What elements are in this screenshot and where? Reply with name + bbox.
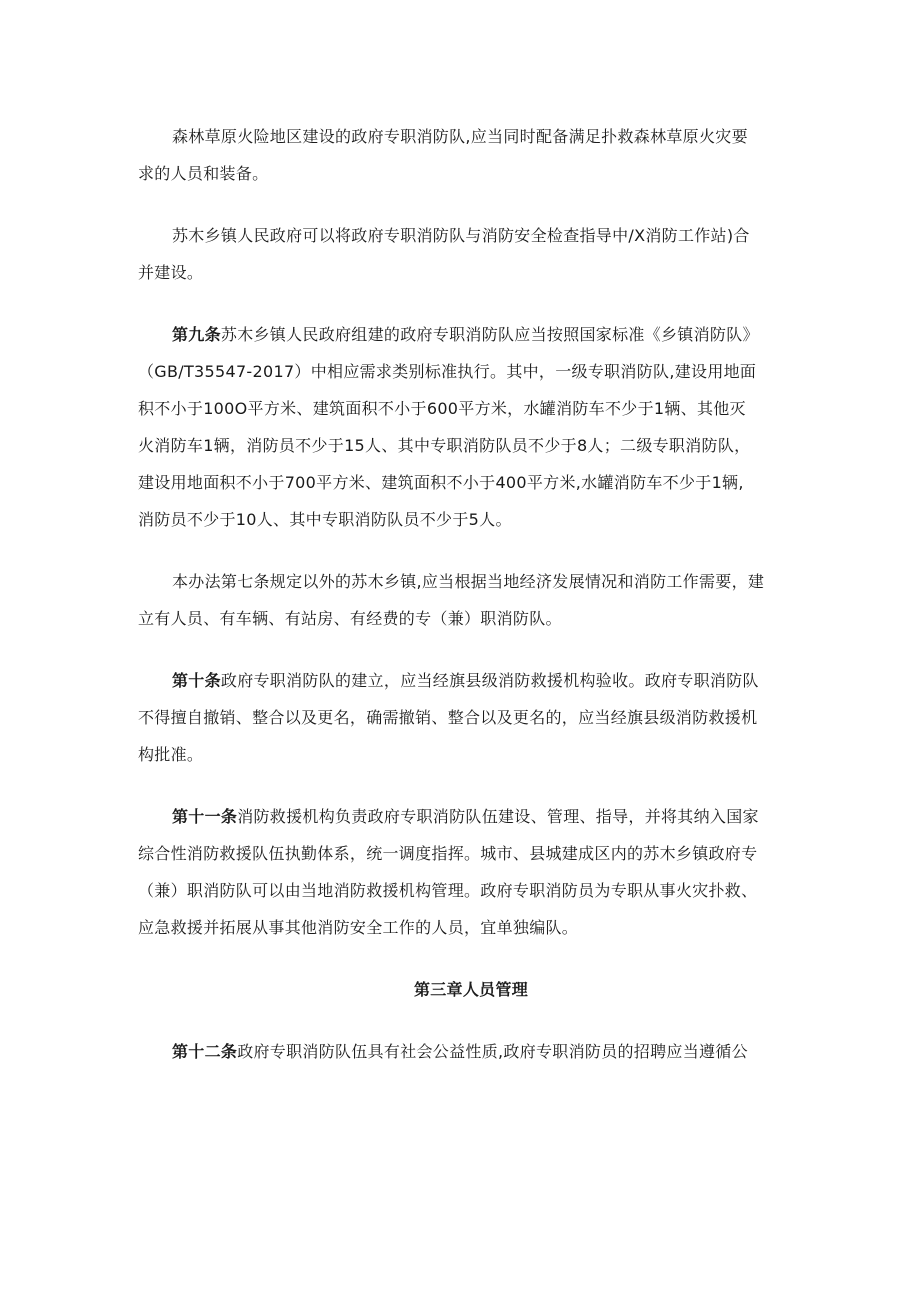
- article-12: [138, 1033, 804, 1070]
- article-11: [138, 798, 804, 946]
- paragraph-line: 火消防车1辆，消防员不少于15人、其中专职消防队员不少于8人；二级专职消防队，: [138, 436, 751, 455]
- paragraph-line: 建设用地面积不小于700平方米、建筑面积不小于400平方米,水罐消防车不少于1辆,: [138, 473, 744, 492]
- paragraph-line: 森林草原火险地区建设的政府专职消防队,应当同时配备满足扑救森林草原火灾要: [172, 127, 748, 146]
- paragraph-other-townships: [138, 563, 804, 637]
- article-text: 苏木乡镇人民政府组建的政府专职消防队应当按照国家标准《乡镇消防队》: [220, 325, 759, 344]
- paragraph-line: [138, 798, 804, 835]
- paragraph-line: 积不小于100O平方米、建筑面积不小于600平方米，水罐消防车不少于1辆、其他灭: [138, 399, 746, 418]
- paragraph-line: [138, 1033, 804, 1070]
- article-10: [138, 662, 804, 773]
- paragraph-combined-construction: [138, 217, 804, 291]
- paragraph-line: 应急救援并拓展从事其他消防安全工作的人员，宜单独编队。: [138, 918, 579, 937]
- paragraph-line: （GB/T35547-2017）中相应需求类别标准执行。其中，一级专职消防队,建设用地面: [138, 362, 757, 381]
- article-9: [138, 316, 804, 538]
- paragraph-line: [138, 662, 804, 699]
- paragraph-line: （兼）职消防队可以由当地消防救援机构管理。政府专职消防员为专职从事火灾扑救、: [138, 881, 758, 900]
- paragraph-line: 消防员不少于10人、其中专职消防队员不少于5人。: [138, 510, 512, 529]
- paragraph-line: 本办法第七条规定以外的苏木乡镇,应当根据当地经济发展情况和消防工作需要，建: [172, 572, 765, 591]
- paragraph-line: 不得擅自撤销、整合以及更名，确需撤销、整合以及更名的，应当经旗县级消防救援机: [138, 708, 758, 727]
- paragraph-line: 苏木乡镇人民政府可以将政府专职消防队与消防安全检查指导中/X消防工作站)合: [172, 226, 750, 245]
- chapter-title: 第三章人员管理: [413, 980, 529, 999]
- article-text: 政府专职消防队伍具有社会公益性质,政府专职消防员的招聘应当遵循公: [237, 1042, 748, 1061]
- paragraph-line: [138, 316, 804, 353]
- article-number: 第九条: [172, 325, 221, 344]
- paragraph-line: 求的人员和装备。: [138, 164, 269, 183]
- article-number: 第十条: [172, 671, 221, 690]
- paragraph-line: 并建设。: [138, 263, 204, 282]
- article-text: 政府专职消防队的建立，应当经旗县级消防救援机构验收。政府专职消防队: [220, 671, 759, 690]
- paragraph-line: 构批准。: [138, 745, 204, 764]
- paragraph-line: 综合性消防救援队伍执勤体系，统一调度指挥。城市、县城建成区内的苏木乡镇政府专: [138, 844, 758, 863]
- article-number: 第十一条: [172, 807, 238, 826]
- paragraph-line: 立有人员、有车辆、有站房、有经费的专（兼）职消防队。: [138, 609, 562, 628]
- paragraph-forest-fire-teams: [138, 118, 804, 192]
- article-number: 第十二条: [172, 1042, 238, 1061]
- article-text: 消防救援机构负责政府专职消防队伍建设、管理、指导，并将其纳入国家: [237, 807, 759, 826]
